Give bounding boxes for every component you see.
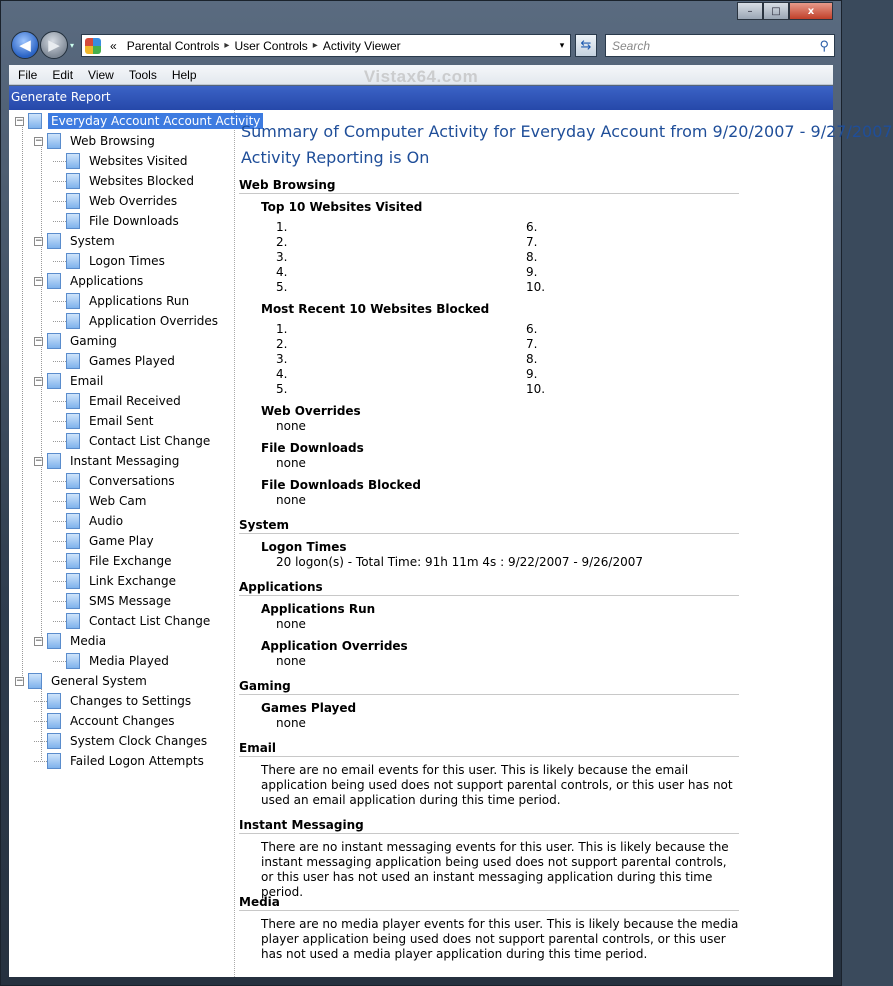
report-node-icon bbox=[47, 133, 61, 149]
rank-number: 10. bbox=[526, 280, 546, 294]
tree-connector bbox=[53, 321, 66, 322]
top10-visited-heading: Top 10 Websites Visited bbox=[261, 200, 423, 214]
web-overrides-heading: Web Overrides bbox=[261, 404, 361, 418]
tree-node-label: Media Played bbox=[89, 654, 169, 668]
tree-node[interactable] bbox=[34, 631, 109, 651]
content-area bbox=[9, 110, 893, 977]
tree-connector bbox=[53, 181, 66, 182]
tree-connector bbox=[53, 601, 66, 602]
tree-connector bbox=[53, 581, 66, 582]
tree-node[interactable] bbox=[53, 571, 179, 591]
tree-node[interactable] bbox=[34, 371, 106, 391]
tree-node[interactable] bbox=[15, 111, 263, 131]
tree-node-label: Changes to Settings bbox=[70, 694, 192, 708]
tree-node-label: File Exchange bbox=[89, 554, 172, 568]
tree-node-label: Web Browsing bbox=[70, 134, 155, 148]
tree-node-label: Application Overrides bbox=[89, 314, 219, 328]
rank-number: 3. bbox=[276, 250, 288, 264]
tree-node[interactable] bbox=[53, 651, 172, 671]
close-button[interactable]: x bbox=[789, 2, 833, 20]
application-overrides-value: none bbox=[276, 654, 306, 668]
reporting-status: Activity Reporting is On bbox=[241, 148, 430, 167]
minimize-button[interactable]: – bbox=[737, 2, 763, 20]
menu-view[interactable]: View bbox=[88, 67, 114, 82]
tree-node-label: General System bbox=[51, 674, 147, 688]
refresh-icon: ⇆ bbox=[580, 38, 592, 53]
report-node-icon bbox=[47, 233, 61, 249]
collapse-toggle-icon[interactable]: − bbox=[35, 455, 43, 466]
tree-node[interactable] bbox=[53, 211, 182, 231]
report-node-icon bbox=[66, 653, 80, 669]
report-node-icon bbox=[66, 493, 80, 509]
breadcrumb-overflow[interactable]: « bbox=[110, 38, 117, 53]
report-node-icon bbox=[47, 633, 61, 649]
search-input[interactable] bbox=[605, 34, 835, 57]
section-email: Email bbox=[239, 741, 739, 757]
tree-node[interactable] bbox=[53, 351, 178, 371]
tree-node[interactable] bbox=[53, 491, 149, 511]
tree-node[interactable] bbox=[53, 551, 175, 571]
downloads-blocked-value: none bbox=[276, 493, 306, 507]
rank-number: 9. bbox=[526, 265, 538, 279]
logon-times-value: 20 logon(s) - Total Time: 91h 11m 4s : 9/22/2007 - 9/26/2007 bbox=[276, 555, 644, 569]
section-media: Media bbox=[239, 895, 739, 911]
report-node-icon bbox=[47, 453, 61, 469]
tree-node-label: Account Changes bbox=[70, 714, 175, 728]
tree-connector bbox=[53, 481, 66, 482]
search-placeholder: Search bbox=[612, 39, 651, 53]
tree-node[interactable] bbox=[53, 151, 190, 171]
report-node-icon bbox=[47, 373, 61, 389]
tree-node-label: Applications bbox=[70, 274, 144, 288]
forward-arrow-icon: ▶ bbox=[48, 36, 60, 54]
tree-node[interactable] bbox=[34, 691, 194, 711]
report-node-icon bbox=[28, 673, 42, 689]
tree-node-label: Audio bbox=[89, 514, 124, 528]
tree-connector bbox=[53, 661, 66, 662]
tree-connector bbox=[53, 421, 66, 422]
rank-number: 3. bbox=[276, 352, 288, 366]
tree-connector bbox=[53, 541, 66, 542]
tree-connector bbox=[34, 721, 47, 722]
applications-run-heading: Applications Run bbox=[261, 602, 376, 616]
tree-node[interactable] bbox=[53, 511, 126, 531]
tree-node-label: System bbox=[70, 234, 115, 248]
report-node-icon bbox=[66, 393, 80, 409]
control-panel-icon bbox=[85, 38, 101, 54]
rank-number: 8. bbox=[526, 250, 538, 264]
collapse-toggle-icon[interactable]: − bbox=[35, 335, 43, 346]
tree-node-label: Conversations bbox=[89, 474, 175, 488]
web-overrides-value: none bbox=[276, 419, 306, 433]
im-message: There are no instant messaging events for this user. This is likely because the instant messaging application being used does not support parental controls, or this user has not used an instant messaging application during this time period. bbox=[261, 840, 729, 899]
rank-number: 9. bbox=[526, 367, 538, 381]
rank-number: 1. bbox=[276, 220, 288, 234]
tree-node[interactable] bbox=[53, 591, 174, 611]
tree-connector bbox=[53, 441, 66, 442]
tree-node-label: Email Sent bbox=[89, 414, 154, 428]
report-node-icon bbox=[66, 213, 80, 229]
report-node-icon bbox=[66, 553, 80, 569]
menu-edit[interactable]: Edit bbox=[52, 67, 74, 82]
tree-connector bbox=[53, 301, 66, 302]
rank-number: 8. bbox=[526, 352, 538, 366]
tree-node-label: Gaming bbox=[70, 334, 117, 348]
tree-node[interactable] bbox=[34, 451, 182, 471]
games-played-value: none bbox=[276, 716, 306, 730]
tree-node[interactable] bbox=[53, 531, 157, 551]
rank-number: 6. bbox=[526, 220, 538, 234]
tree-node-label: Media bbox=[70, 634, 107, 648]
breadcrumb-activity-viewer[interactable]: Activity Viewer bbox=[322, 38, 401, 53]
report-node-icon bbox=[66, 593, 80, 609]
report-title: Summary of Computer Activity for Everyday Account from 9/20/2007 - 9/27/2007 bbox=[241, 122, 893, 141]
tree-node-label: Game Play bbox=[89, 534, 154, 548]
report-node-icon bbox=[66, 413, 80, 429]
media-message: There are no media player events for this user. This is likely because the media player application being used does not support parental controls, or this user has not used a media player application during this time period. bbox=[261, 917, 739, 961]
collapse-toggle-icon[interactable]: − bbox=[16, 675, 24, 686]
tree-node[interactable] bbox=[53, 431, 213, 451]
back-button[interactable] bbox=[11, 31, 39, 59]
report-node-icon bbox=[66, 473, 80, 489]
tree-node[interactable] bbox=[34, 731, 210, 751]
search-icon[interactable]: ⚲ bbox=[819, 38, 829, 53]
tree-node[interactable] bbox=[53, 171, 197, 191]
tree-connector bbox=[34, 761, 47, 762]
tree-node[interactable] bbox=[34, 711, 177, 731]
tree-connector bbox=[53, 621, 66, 622]
tree-node-label: Applications Run bbox=[89, 294, 190, 308]
tree-node[interactable] bbox=[34, 131, 158, 151]
tree-node[interactable] bbox=[53, 191, 180, 211]
applications-run-value: none bbox=[276, 617, 306, 631]
tree-line bbox=[41, 144, 42, 640]
file-downloads-heading: File Downloads bbox=[261, 441, 364, 455]
file-downloads-value: none bbox=[276, 456, 306, 470]
tree-connector bbox=[53, 361, 66, 362]
rank-number: 5. bbox=[276, 382, 288, 396]
report-node-icon bbox=[66, 573, 80, 589]
application-overrides-heading: Application Overrides bbox=[261, 639, 408, 653]
tree-node-label: Everyday Account Account Activity bbox=[48, 113, 263, 129]
collapse-toggle-icon[interactable]: − bbox=[35, 135, 43, 146]
report-node-icon bbox=[66, 513, 80, 529]
section-gaming: Gaming bbox=[239, 679, 739, 695]
rank-number: 4. bbox=[276, 265, 288, 279]
tree-node[interactable] bbox=[53, 611, 213, 631]
tree-node-label: Contact List Change bbox=[89, 434, 211, 448]
tree-connector bbox=[53, 221, 66, 222]
section-system: System bbox=[239, 518, 739, 534]
forward-button[interactable] bbox=[40, 31, 68, 59]
report-node-icon bbox=[66, 173, 80, 189]
refresh-button[interactable] bbox=[575, 34, 597, 57]
rank-number: 5. bbox=[276, 280, 288, 294]
rank-number: 2. bbox=[276, 235, 288, 249]
report-node-icon bbox=[47, 333, 61, 349]
report-node-icon bbox=[66, 153, 80, 169]
generate-report-band: Generate Report bbox=[9, 86, 833, 110]
report-node-icon bbox=[66, 613, 80, 629]
report-node-icon bbox=[47, 273, 61, 289]
tree-connector bbox=[53, 521, 66, 522]
rank-number: 6. bbox=[526, 322, 538, 336]
tree-node-label: File Downloads bbox=[89, 214, 179, 228]
report-node-icon bbox=[66, 353, 80, 369]
tree-connector bbox=[34, 701, 47, 702]
report-node-icon bbox=[66, 293, 80, 309]
rank-number: 4. bbox=[276, 367, 288, 381]
tree-node-label: Websites Visited bbox=[89, 154, 188, 168]
tree-connector bbox=[53, 161, 66, 162]
window-controls bbox=[737, 2, 833, 20]
history-dropdown-icon[interactable]: ▾ bbox=[70, 41, 75, 50]
address-bar[interactable] bbox=[81, 34, 571, 57]
tree-line bbox=[22, 124, 23, 680]
collapse-toggle-icon[interactable]: − bbox=[35, 375, 43, 386]
tree-node-label: Logon Times bbox=[89, 254, 165, 268]
collapse-toggle-icon[interactable]: − bbox=[35, 275, 43, 286]
rank-number: 7. bbox=[526, 337, 538, 351]
tree-node[interactable] bbox=[53, 291, 192, 311]
email-message: There are no email events for this user. This is likely because the email application being used does not support parental controls, or this user has not used an email application during this time period. bbox=[261, 763, 733, 807]
rank-number: 2. bbox=[276, 337, 288, 351]
tree-node-label: SMS Message bbox=[89, 594, 171, 608]
report-node-icon bbox=[66, 193, 80, 209]
tree-node[interactable] bbox=[34, 271, 146, 291]
menu-tools[interactable]: Tools bbox=[128, 67, 157, 82]
tree-node-label: Web Cam bbox=[89, 494, 147, 508]
report-node-icon bbox=[47, 693, 61, 709]
menu-file[interactable]: File bbox=[18, 67, 38, 82]
tree-node[interactable] bbox=[53, 471, 178, 491]
tree-node-label: Web Overrides bbox=[89, 194, 178, 208]
downloads-blocked-heading: File Downloads Blocked bbox=[261, 478, 421, 492]
report-node-icon bbox=[66, 533, 80, 549]
tree-node-label: Games Played bbox=[89, 354, 175, 368]
report-node-icon bbox=[47, 713, 61, 729]
report-node-icon bbox=[47, 733, 61, 749]
back-arrow-icon: ◀ bbox=[19, 36, 31, 54]
tree-node[interactable] bbox=[34, 331, 120, 351]
activity-report bbox=[239, 110, 893, 977]
logon-times-heading: Logon Times bbox=[261, 540, 347, 554]
maximize-button[interactable]: □ bbox=[763, 2, 789, 20]
report-node-icon bbox=[28, 113, 42, 129]
collapse-toggle-icon[interactable]: − bbox=[35, 635, 43, 646]
tree-connector bbox=[53, 401, 66, 402]
tree-node[interactable] bbox=[53, 391, 184, 411]
report-node-icon bbox=[66, 253, 80, 269]
tree-connector bbox=[53, 261, 66, 262]
tree-node-label: Contact List Change bbox=[89, 614, 211, 628]
collapse-toggle-icon[interactable]: − bbox=[35, 235, 43, 246]
tree-connector bbox=[53, 201, 66, 202]
rank-number: 7. bbox=[526, 235, 538, 249]
watermark: Vistax64.com bbox=[363, 67, 479, 86]
report-node-icon bbox=[66, 313, 80, 329]
activity-tree bbox=[9, 110, 261, 977]
tree-node[interactable] bbox=[15, 671, 150, 691]
breadcrumb-user-controls[interactable]: User Controls bbox=[234, 38, 308, 53]
tree-node-label: Link Exchange bbox=[89, 574, 177, 588]
menu-help[interactable]: Help bbox=[171, 67, 197, 82]
tree-connector bbox=[53, 501, 66, 502]
breadcrumb-parental-controls[interactable]: Parental Controls bbox=[126, 38, 220, 53]
tree-node[interactable] bbox=[53, 411, 156, 431]
tree-node[interactable] bbox=[34, 231, 118, 251]
breadcrumb-separator-icon[interactable]: ▸ bbox=[312, 40, 318, 51]
section-instant-messaging: Instant Messaging bbox=[239, 818, 739, 834]
address-dropdown-icon[interactable]: ▾ bbox=[559, 40, 565, 50]
tree-connector bbox=[34, 741, 47, 742]
tree-node[interactable] bbox=[53, 251, 168, 271]
tree-node-label: Email bbox=[70, 374, 104, 388]
section-applications: Applications bbox=[239, 580, 739, 596]
rank-number: 10. bbox=[526, 382, 546, 396]
report-node-icon bbox=[47, 753, 61, 769]
navigation-bar bbox=[9, 31, 833, 61]
tree-node-label: Instant Messaging bbox=[70, 454, 180, 468]
tree-node-label: Websites Blocked bbox=[89, 174, 194, 188]
tree-connector bbox=[53, 561, 66, 562]
section-web-browsing: Web Browsing bbox=[239, 178, 739, 194]
report-node-icon bbox=[66, 433, 80, 449]
games-played-heading: Games Played bbox=[261, 701, 357, 715]
tree-node-label: Email Received bbox=[89, 394, 181, 408]
rank-number: 1. bbox=[276, 322, 288, 336]
tree-node-label: System Clock Changes bbox=[70, 734, 208, 748]
collapse-toggle-icon[interactable]: − bbox=[16, 115, 24, 126]
breadcrumb-separator-icon[interactable]: ▸ bbox=[224, 40, 230, 51]
tree-node[interactable] bbox=[53, 311, 221, 331]
tree-node[interactable] bbox=[34, 751, 207, 771]
blocked-heading: Most Recent 10 Websites Blocked bbox=[261, 302, 490, 316]
tree-node-label: Failed Logon Attempts bbox=[70, 754, 204, 768]
